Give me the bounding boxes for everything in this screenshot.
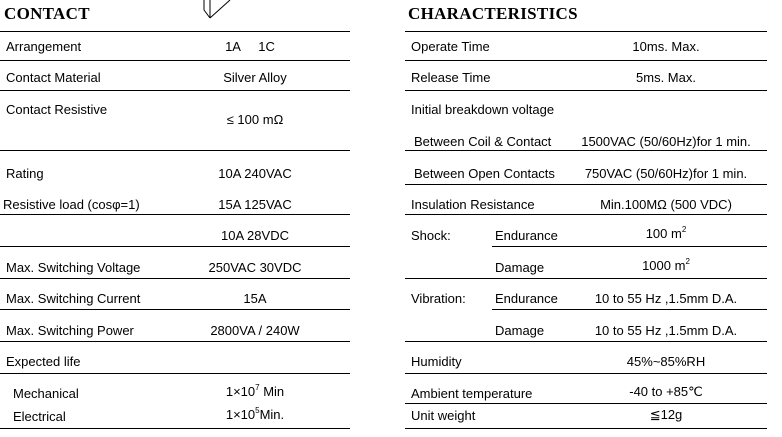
divider <box>0 341 350 342</box>
resistive-load-label: Resistive load (cosφ=1) <box>3 197 140 212</box>
divider <box>0 31 350 32</box>
shock-damage-value: 1000 $m^2$ <box>642 257 690 273</box>
mechanical-label: Mechanical <box>13 386 79 401</box>
shock-damage-label: Damage <box>495 260 545 275</box>
electrical-label: Electrical <box>13 409 66 424</box>
divider <box>492 246 767 247</box>
humidity-label: Humidity <box>411 354 462 369</box>
open-contacts-value: 750VAC (50/60Hz)for 1 min. <box>584 166 748 181</box>
mechanical-value: $1\times 10^7$ Min <box>225 383 285 399</box>
divider <box>405 31 767 32</box>
divider <box>0 60 350 61</box>
unit-weight-value: ≦12g <box>649 407 683 422</box>
vibration-endurance-label: Endurance <box>495 291 558 306</box>
shock-endurance-value: 100 $m^2$ <box>645 225 687 241</box>
resistive-load-value-1: 15A 125VAC <box>218 197 292 212</box>
max-current-value: 15A <box>243 291 267 306</box>
divider <box>405 60 767 61</box>
coil-contact-label: Between Coil & Contact <box>414 134 552 149</box>
rating-value: 10A 240VAC <box>218 166 292 181</box>
divider <box>0 373 350 374</box>
divider <box>405 214 767 215</box>
unit-weight-label: Unit weight <box>411 408 476 423</box>
shock-label: Shock: <box>411 228 451 243</box>
divider <box>405 428 767 429</box>
divider <box>0 150 350 151</box>
divider <box>405 150 767 151</box>
breakdown-voltage-label: Initial breakdown voltage <box>411 102 555 117</box>
divider <box>405 184 767 185</box>
electrical-value: $1\times 10^5Min$. <box>225 406 285 422</box>
shock-endurance-label: Endurance <box>495 228 558 243</box>
divider <box>405 373 767 374</box>
divider <box>405 341 767 342</box>
humidity-value: 45%~85%RH <box>626 354 706 369</box>
release-time-label: Release Time <box>411 70 491 85</box>
max-power-label: Max. Switching Power <box>6 323 134 338</box>
divider <box>405 90 767 91</box>
ambient-temperature-value: -40 to +85℃ <box>629 384 703 399</box>
operate-time-value: 10ms. Max. <box>632 39 700 54</box>
divider <box>0 90 350 91</box>
characteristics-heading: CHARACTERISTICS <box>408 4 578 23</box>
vibration-damage-value: 10 to 55 Hz ,1.5mm D.A. <box>594 323 738 338</box>
release-time-value: 5ms. Max. <box>636 70 696 85</box>
operate-time-label: Operate Time <box>411 39 490 54</box>
insulation-label: Insulation Resistance <box>411 197 535 212</box>
divider <box>492 309 767 310</box>
divider <box>405 403 767 404</box>
coil-contact-value: 1500VAC (50/60Hz)for 1 min. <box>581 134 751 149</box>
vibration-damage-label: Damage <box>495 323 545 338</box>
arrangement-label: Arrangement <box>6 39 82 54</box>
vibration-endurance-value: 10 to 55 Hz ,1.5mm D.A. <box>594 291 738 306</box>
divider <box>0 428 350 429</box>
rating-label: Rating <box>6 166 44 181</box>
max-current-label: Max. Switching Current <box>6 291 141 306</box>
max-power-value: 2800VA / 240W <box>210 323 300 338</box>
divider <box>0 246 350 247</box>
relay-drawing-fragment <box>196 0 236 20</box>
vibration-label: Vibration: <box>411 291 466 306</box>
divider <box>405 278 767 279</box>
max-voltage-label: Max. Switching Voltage <box>6 260 141 275</box>
contact-material-value: Silver Alloy <box>223 70 287 85</box>
max-voltage-value: 250VAC 30VDC <box>208 260 302 275</box>
divider <box>0 309 350 310</box>
divider <box>0 214 350 215</box>
divider <box>0 278 350 279</box>
contact-material-label: Contact Material <box>6 70 101 85</box>
arrangement-value: 1A 1C <box>225 39 275 54</box>
contact-resistive-label: Contact Resistive <box>6 102 108 117</box>
contact-resistive-value: ≤ 100 mΩ <box>226 112 284 127</box>
expected-life-label: Expected life <box>6 354 81 369</box>
contact-heading: CONTACT <box>4 4 90 23</box>
insulation-value: Min.100MΩ (500 VDC) <box>600 197 732 212</box>
open-contacts-label: Between Open Contacts <box>414 166 555 181</box>
ambient-temperature-label: Ambient temperature <box>411 386 533 401</box>
resistive-load-value-2: 10A 28VDC <box>221 228 289 243</box>
